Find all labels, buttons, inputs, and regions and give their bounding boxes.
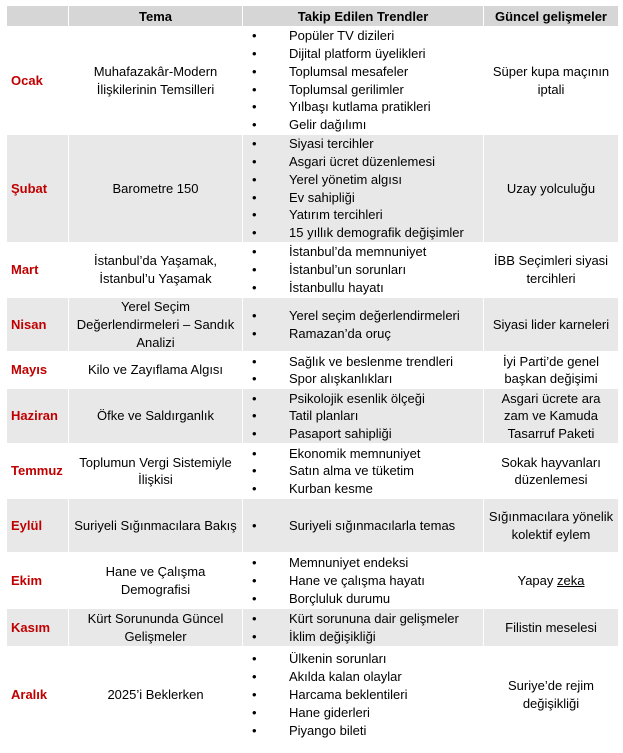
- trends-cell: [243, 609, 484, 647]
- bullet-icon: •: [252, 371, 257, 387]
- list-item: • Ramazan’da oruç: [252, 325, 391, 341]
- trends-cell: [243, 553, 484, 609]
- list-item: • Borçluluk durumu: [252, 590, 391, 606]
- bullet-icon: •: [252, 307, 257, 323]
- list-item: • Sağlık ve beslenme trendleri: [252, 353, 454, 369]
- bullet-icon: •: [252, 225, 257, 241]
- month-cell: Kasım: [7, 609, 69, 647]
- month-cell: Mart: [7, 243, 69, 298]
- bullet-icon: •: [252, 686, 257, 702]
- development-cell: Asgari ücrete ara zam ve Kamuda Tasarruf Paketi: [484, 389, 619, 444]
- list-item: • Memnuniyet endeksi: [252, 555, 409, 571]
- bullet-icon: •: [252, 704, 257, 720]
- trends-cell: [243, 135, 484, 243]
- table-row: [7, 444, 619, 499]
- development-cell: Sığınmacılara yönelik kolektif eylem: [484, 499, 619, 553]
- list-item: • Ülkenin sorunları: [252, 651, 387, 667]
- month-cell: Haziran: [7, 389, 69, 444]
- theme-cell: Muhafazakâr-Modern İlişkilerinin Temsilleri: [69, 27, 243, 135]
- month-cell: Nisan: [7, 298, 69, 352]
- trends-cell: [243, 352, 484, 389]
- underlined-word: zeka: [557, 572, 585, 588]
- list-item: • Spor alışkanlıkları: [252, 371, 393, 387]
- month-cell: Mayıs: [7, 352, 69, 389]
- trends-cell: [243, 27, 484, 135]
- theme-cell: İstanbul’da Yaşamak, İstanbul’u Yaşamak: [69, 243, 243, 298]
- list-item: • Dijital platform üyelikleri: [252, 45, 426, 61]
- bullet-icon: •: [252, 262, 257, 278]
- development-cell: Sokak hayvanları düzenlemesi: [484, 444, 619, 499]
- theme-cell: 2025’i Beklerken: [69, 647, 243, 743]
- bullet-icon: •: [252, 45, 257, 61]
- table-row: [7, 609, 619, 647]
- list-item: • Satın alma ve tüketim: [252, 463, 414, 479]
- bullet-icon: •: [252, 28, 257, 44]
- bullet-icon: •: [252, 408, 257, 424]
- theme-cell: Toplumun Vergi Sistemiyle İlişkisi: [69, 444, 243, 499]
- development-cell: Uzay yolculuğu: [484, 135, 619, 243]
- bullet-icon: •: [252, 669, 257, 685]
- development-cell: İyi Parti’de genel başkan değişimi: [484, 352, 619, 389]
- list-item: • İstanbullu hayatı: [252, 279, 384, 295]
- list-item: • İklim değişikliği: [252, 628, 376, 644]
- theme-cell: Yerel Seçim Değerlendirmeleri – Sandık Analizi: [69, 298, 243, 352]
- development-cell: Suriye’de rejim değişikliği: [484, 647, 619, 743]
- bullet-icon: •: [252, 353, 257, 369]
- list-item: • Tatil planları: [252, 408, 359, 424]
- bullet-icon: •: [252, 244, 257, 260]
- list-item: • Akılda kalan olaylar: [252, 669, 402, 685]
- list-item: • Asgari ücret düzenlemesi: [252, 153, 435, 169]
- header-trends: Takip Edilen Trendler: [243, 6, 484, 27]
- table-row: [7, 499, 619, 553]
- bullet-icon: •: [252, 390, 257, 406]
- list-item: • Yerel yönetim algısı: [252, 171, 402, 187]
- bullet-icon: •: [252, 651, 257, 667]
- bullet-icon: •: [252, 207, 257, 223]
- list-item: • İstanbul’un sorunları: [252, 262, 407, 278]
- theme-cell: Suriyeli Sığınmacılara Bakış: [69, 499, 243, 553]
- header-month: [7, 6, 69, 27]
- bullet-icon: •: [252, 555, 257, 571]
- bullet-icon: •: [252, 63, 257, 79]
- list-item: • İstanbul’da memnuniyet: [252, 244, 427, 260]
- bullet-icon: •: [252, 279, 257, 295]
- bullet-icon: •: [252, 628, 257, 644]
- bullet-icon: •: [252, 517, 257, 533]
- development-cell: Yapay zeka: [484, 553, 619, 609]
- bullet-icon: •: [252, 590, 257, 606]
- header-row: [7, 6, 619, 27]
- list-item: • Piyango bileti: [252, 722, 367, 738]
- list-item: • Kurban kesme: [252, 481, 373, 497]
- theme-cell: Barometre 150: [69, 135, 243, 243]
- month-cell: Ocak: [7, 27, 69, 135]
- development-cell: Siyasi lider karneleri: [484, 298, 619, 352]
- month-cell: Ekim: [7, 553, 69, 609]
- trends-cell: [243, 298, 484, 352]
- bullet-icon: •: [252, 445, 257, 461]
- list-item: • Popüler TV dizileri: [252, 28, 395, 44]
- bullet-icon: •: [252, 463, 257, 479]
- trends-table: [6, 5, 619, 743]
- header-developments: Güncel gelişmeler: [484, 6, 619, 27]
- header-theme: Tema: [69, 6, 243, 27]
- bullet-icon: •: [252, 189, 257, 205]
- list-item: • 15 yıllık demografik değişimler: [252, 225, 464, 241]
- table-row: [7, 389, 619, 444]
- bullet-icon: •: [252, 325, 257, 341]
- bullet-icon: •: [252, 572, 257, 588]
- bullet-icon: •: [252, 153, 257, 169]
- list-item: • Toplumsal gerilimler: [252, 81, 404, 97]
- trends-cell: [243, 444, 484, 499]
- list-item: • Hane giderleri: [252, 704, 370, 720]
- trends-cell: [243, 647, 484, 743]
- theme-cell: Kürt Sorununda Güncel Gelişmeler: [69, 609, 243, 647]
- list-item: • Suriyeli sığınmacılarla temas: [252, 517, 456, 533]
- development-cell: Süper kupa maçının iptali: [484, 27, 619, 135]
- list-item: • Psikolojik esenlik ölçeği: [252, 390, 425, 406]
- development-cell: Filistin meselesi: [484, 609, 619, 647]
- list-item: • Siyasi tercihler: [252, 136, 374, 152]
- list-item: • Harcama beklentileri: [252, 686, 408, 702]
- month-cell: Eylül: [7, 499, 69, 553]
- list-item: • Yılbaşı kutlama pratikleri: [252, 99, 431, 115]
- bullet-icon: •: [252, 117, 257, 133]
- table-row: [7, 647, 619, 743]
- list-item: • Hane ve çalışma hayatı: [252, 572, 425, 588]
- list-item: • Kürt sorununa dair gelişmeler: [252, 611, 459, 627]
- bullet-icon: •: [252, 611, 257, 627]
- bullet-icon: •: [252, 136, 257, 152]
- trends-cell: [243, 243, 484, 298]
- theme-cell: Hane ve Çalışma Demografisi: [69, 553, 243, 609]
- theme-cell: Öfke ve Saldırganlık: [69, 389, 243, 444]
- table-row: [7, 553, 619, 609]
- theme-cell: Kilo ve Zayıflama Algısı: [69, 352, 243, 389]
- trends-cell: [243, 389, 484, 444]
- trends-cell: [243, 499, 484, 553]
- month-cell: Şubat: [7, 135, 69, 243]
- bullet-icon: •: [252, 81, 257, 97]
- table-row: [7, 352, 619, 389]
- list-item: • Ev sahipliği: [252, 189, 355, 205]
- table-row: [7, 298, 619, 352]
- bullet-icon: •: [252, 722, 257, 738]
- list-item: • Yatırım tercihleri: [252, 207, 383, 223]
- month-cell: Aralık: [7, 647, 69, 743]
- list-item: • Toplumsal mesafeler: [252, 63, 409, 79]
- list-item: • Yerel seçim değerlendirmeleri: [252, 307, 460, 323]
- bullet-icon: •: [252, 171, 257, 187]
- development-cell: İBB Seçimleri siyasi tercihleri: [484, 243, 619, 298]
- table-row: [7, 27, 619, 135]
- table-row: [7, 135, 619, 243]
- bullet-icon: •: [252, 481, 257, 497]
- table-row: [7, 243, 619, 298]
- list-item: • Pasaport sahipliği: [252, 426, 392, 442]
- list-item: • Gelir dağılımı: [252, 117, 367, 133]
- bullet-icon: •: [252, 426, 257, 442]
- bullet-icon: •: [252, 99, 257, 115]
- list-item: • Ekonomik memnuniyet: [252, 445, 421, 461]
- month-cell: Temmuz: [7, 444, 69, 499]
